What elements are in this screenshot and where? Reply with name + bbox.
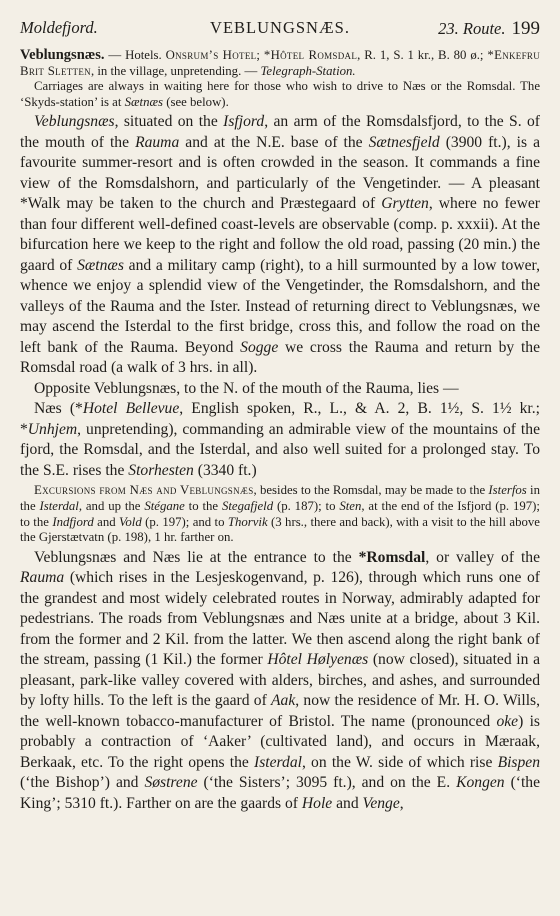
p4-t15: (‘the Bishop’) and <box>20 774 139 792</box>
p4-t17: (‘the Sisters’; 3095 ft.), and on the E. <box>203 774 451 792</box>
p4-t10: oke <box>496 712 519 730</box>
p4-t18: Kongen <box>456 774 505 792</box>
p1-t14: we cross the Rauma and return by the Romsdal road (a walk of 3 hrs. in all). <box>20 338 541 377</box>
p3-t1: Næs (* <box>34 400 83 418</box>
hotel-3-note: , in the village, unpretending. — <box>90 63 258 78</box>
ex-t12: , at the end of the Isfjord (p. 197); to the <box>20 498 540 529</box>
p4-t9: , now the residence of Mr. H. O. Wills, the well-known tobacco-manufacturer of Bristol. The name (pronounced <box>20 692 540 730</box>
p4-t8: Aak <box>271 692 296 710</box>
page-number: 199 <box>511 18 540 39</box>
running-header <box>20 14 540 48</box>
telegraph-note: Telegraph-Station. <box>260 63 356 78</box>
veblungsnaes-paragraph <box>20 112 540 379</box>
ex-t8: to the <box>188 498 219 513</box>
p4-t2: *Romsdal <box>358 548 426 566</box>
hotels-label: — Hotels. <box>108 48 162 62</box>
p4-t12: Isterdal <box>254 753 302 771</box>
opposite-paragraph: Opposite Veblungsnæs, to the N. of the mouth of the Rauma, lies — <box>34 379 459 397</box>
p1-t12: and a military camp (right), to a hill surmounted by a low tower, whence we enjoy a splendid view of the Vengetinder, the Romsdalshorn, and the valleys of the Rauma and the Ister. Instead of returning direct to Veblungsnæs, we may ascend the Isterdal to the first bridge, cross this, and follow the road on the left bank of the Rauma. Beyond <box>20 256 540 356</box>
p4-t14: Bispen <box>497 753 541 771</box>
p4-t6: Hôtel Hølyenæs <box>267 651 369 669</box>
p3-t6: Storhesten <box>128 461 194 479</box>
p4-t11: ) is probably a contraction of ‘Aaker’ (cultivated land), and occurs in Mæraak, Berkaak, etc. To the right opens the <box>20 712 540 771</box>
ex-t6: , and up the <box>78 498 141 513</box>
p1-t13: Sogge <box>240 338 279 356</box>
ex-t1: Excursions from Næs and Veblungsnæs <box>34 483 254 498</box>
book-page <box>0 14 560 916</box>
p4-t13: , on the W. side of which rise <box>301 753 493 771</box>
p4-t22: Venge <box>362 794 400 812</box>
ex-t18: (3 hrs., there and back), with a visit to the hill above the Gjerstætvatn (p. 198), 1 hr. farther on. <box>20 514 540 545</box>
p4-t23: , <box>399 794 404 812</box>
p3-t7: (3340 ft.) <box>197 461 257 479</box>
p3-t3: , English spoken, R., L., & A. 2, B. 1½, S. 1½ kr.; * <box>20 400 541 438</box>
p4-t4: Rauma <box>20 569 65 587</box>
carriages-paragraph <box>20 79 540 110</box>
p1-t6: and at the N.E. base of the <box>185 133 363 151</box>
hotels-paragraph: Veblungsnæs. — Hotels. Onsrum’s Hotel; *Hôtel Romsdal, R. 1, S. 1 kr., B. 80 ø.; *Enkefru Brit Sletten, in the village, unpretending. — Telegraph-Station. <box>20 47 541 78</box>
p4-t21: and <box>336 794 359 812</box>
p1-t3: Isfjord <box>223 113 265 131</box>
p3-t5: , unpretending), commanding an admirable view of the mountains of the fjord, the Romsdal, and the Isterdal, and also well suited for a prolonged stay. To the S.E. rises the <box>20 420 540 479</box>
carriages-text: Carriages are always in waiting here for those who wish to drive to Næs or the Romsdal. The ‘Skyds-station’ is at <box>20 79 540 109</box>
ex-t4: in the <box>20 483 540 513</box>
ex-t16: (p. 197); and to <box>145 514 225 529</box>
ex-t13: Indfjord <box>52 514 94 529</box>
p3-t4: Unhjem <box>27 420 78 438</box>
hotel-2-prices: , R. 1, S. 1 kr., B. 80 ø.; <box>357 48 484 62</box>
ex-t5: Isterdal <box>39 498 79 513</box>
header-left-title: Moldefjord. <box>20 18 98 37</box>
p1-t8: (3900 ft.), is a favourite summer-resort and is often crowded in the season. It commands a fine view of the Romsdalshorn, and particularly of the Vengetinder. — A pleasant *Walk may be taken to the church and Præstegaard of <box>20 133 540 213</box>
ex-t11: Sten <box>339 498 362 513</box>
p1-t11: Sætnæs <box>77 256 124 274</box>
p3-t2: Hotel Bellevue <box>82 400 180 418</box>
p4-t20: Hole <box>301 794 333 812</box>
header-right <box>438 18 540 40</box>
ex-t14: and <box>97 514 116 529</box>
hotel-1: Onsrum’s Hotel <box>165 48 257 62</box>
ex-t9: Stegafjeld <box>221 498 274 513</box>
header-route: 23. Route. <box>438 19 506 38</box>
ex-t17: Thorvik <box>227 514 268 529</box>
header-center-title: VEBLUNGSNÆS. <box>210 18 350 37</box>
carriages-place: Sætnæs <box>124 94 164 109</box>
naes-paragraph <box>20 399 540 481</box>
ex-t15: Vold <box>119 514 142 529</box>
ex-t7: Stégane <box>144 498 185 513</box>
p1-t9: Grytten <box>381 195 429 213</box>
p1-t4: , an arm of the Romsdalsfjord, to the S. of the mouth of the <box>20 113 540 151</box>
p1-t7: Sætnesfjeld <box>368 133 440 151</box>
ex-t3: Isterfos <box>488 483 527 498</box>
p1-t5: Rauma <box>135 133 180 151</box>
ex-t2: , besides to the Romsdal, may be made to the <box>253 483 486 498</box>
p4-t19: (‘the King’; 5310 ft.). Farther on are the gaards of <box>20 774 541 812</box>
carriages-end: (see below). <box>166 94 229 109</box>
p1-t10: , where no fewer than four different well-defined coast-levels are observable (comp. p. xxxii). At the bifurcation here we keep to the right and follow the old road, passing (20 min.) the gaard of <box>20 195 540 274</box>
excursions-paragraph <box>20 483 540 545</box>
place-name: Veblungsnæs. <box>20 47 105 63</box>
p4-t16: Søstrene <box>144 774 198 792</box>
p1-t1: Veblungsnæs <box>34 113 115 131</box>
hotel-3: *Enkefru Brit Sletten <box>20 48 541 78</box>
hotel-2: *Hôtel Romsdal <box>263 48 358 62</box>
p4-t7: (now closed), situated in a pleasant, park-like valley covered with alders, birches, and ashes, and surrounded by lofty hills. To the left is the gaard of <box>20 651 540 710</box>
p1-t2: , situated on the <box>114 113 218 131</box>
ex-t10: (p. 187); to <box>276 498 336 513</box>
romsdal-paragraph <box>20 548 540 815</box>
p4-t5: (which rises in the Lesjeskogenvand, p. 126), through which runs one of the grandest and most widely celebrated routes in Norway, admirably adapted for pedestrians. The roads from Veblungsnæs and Næs unite at a bridge, about 3 Kil. from the former and 2 Kil. from the latter. We then ascend along the right bank of the stream, passing (1 Kil.) the former <box>20 569 540 669</box>
p4-t1: Veblungsnæs and Næs lie at the entrance to the <box>34 548 352 566</box>
p4-t3: , or valley of the <box>425 548 541 566</box>
